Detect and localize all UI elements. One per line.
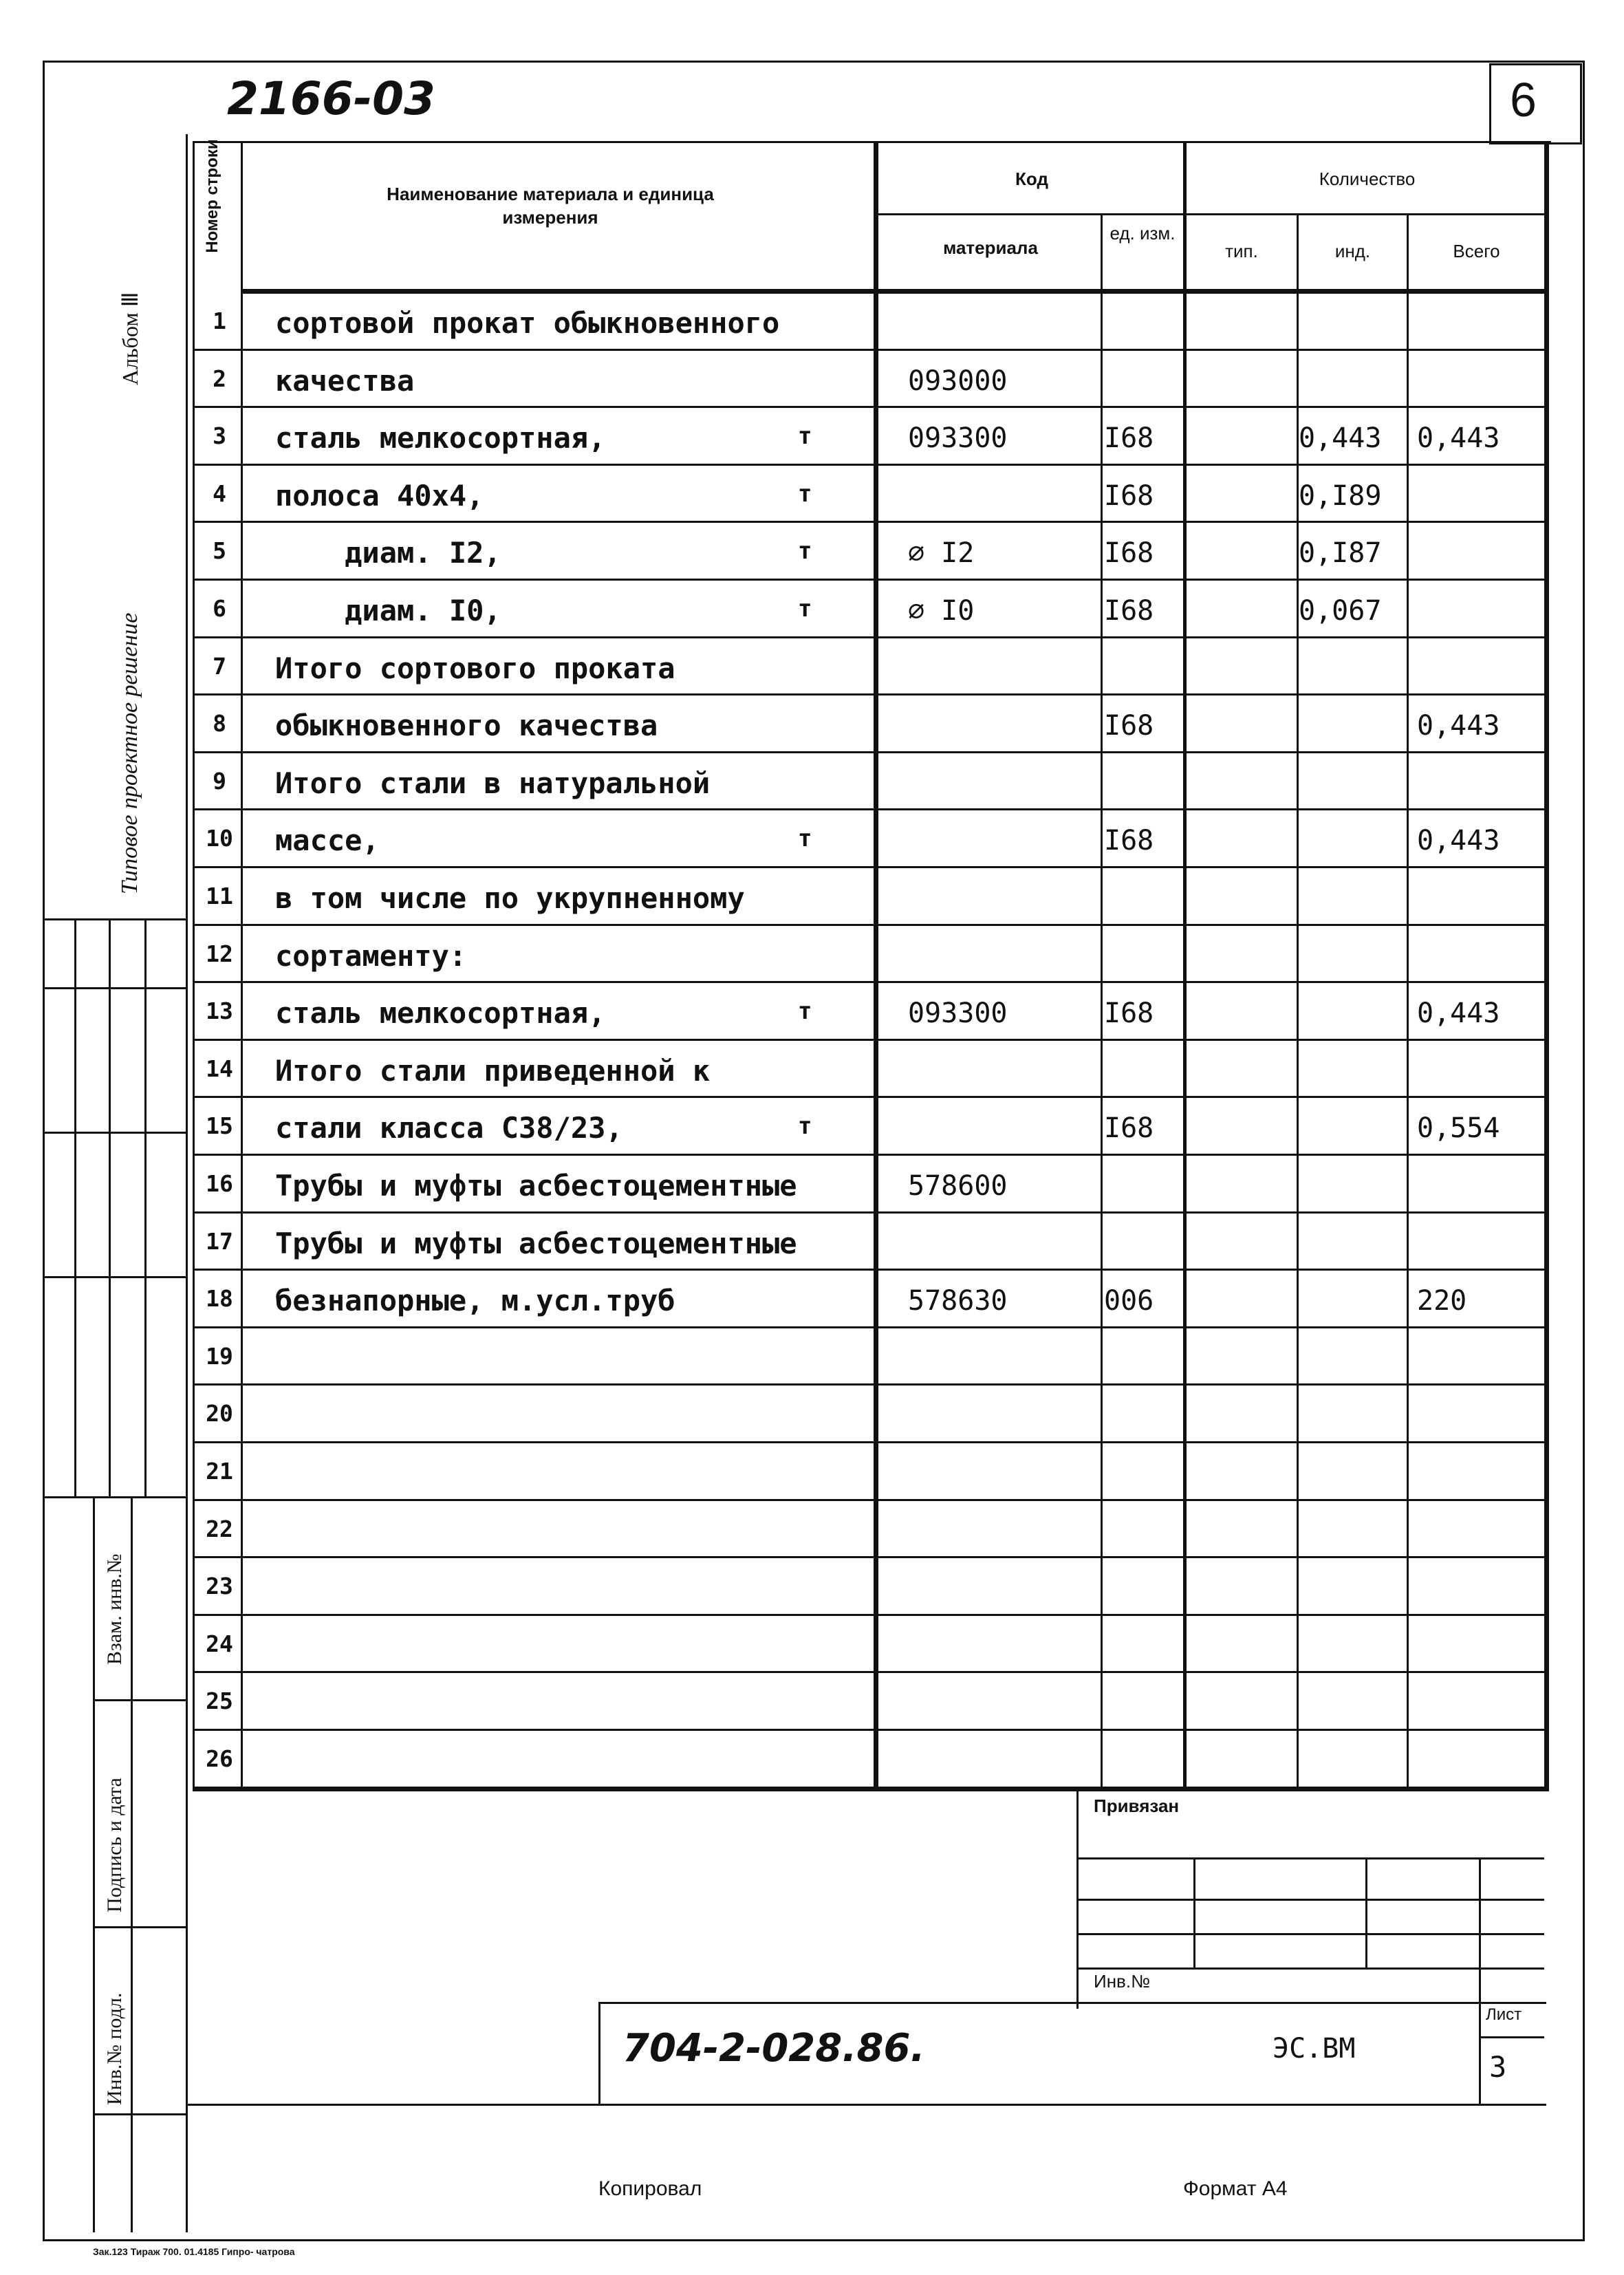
unit-code: 006 (1104, 1285, 1154, 1317)
stamp-line (1365, 1857, 1367, 1967)
material-name: сортаменту: (275, 938, 467, 973)
row-line (193, 808, 1548, 810)
unit-symbol: т (798, 595, 812, 623)
row-number: 3 (213, 422, 226, 450)
material-name: Трубы и муфты асбестоцементные (275, 1226, 797, 1260)
stamp-line (1479, 2036, 1544, 2038)
material-name: диам. I0, (275, 594, 501, 627)
unit-code: I68 (1104, 479, 1154, 512)
material-name: Итого сортового проката (275, 651, 675, 685)
material-name: сортовой прокат обыкновенного (275, 306, 780, 340)
unit-code: I68 (1104, 1112, 1154, 1145)
material-name: Итого стали приведенной к (275, 1053, 711, 1088)
unit-symbol: т (798, 479, 812, 508)
unit-symbol: т (798, 998, 812, 1026)
margin-line (186, 134, 188, 2232)
row-number: 6 (213, 595, 226, 622)
row-line (193, 924, 1548, 926)
row-number: 7 (213, 652, 226, 680)
row-line (193, 1729, 1548, 1731)
row-line (193, 866, 1548, 868)
margin-line (93, 2113, 187, 2115)
format-label: Формат А4 (1183, 2177, 1288, 2200)
row-line (193, 1211, 1548, 1214)
row-number: 1 (213, 308, 226, 334)
margin-line (43, 1276, 187, 1278)
quantity-ind: 0,I89 (1299, 479, 1382, 512)
unit-code: I68 (1104, 825, 1154, 857)
row-line (193, 751, 1548, 753)
material-name: безнапорные, м.усл.труб (275, 1284, 675, 1318)
material-name: Трубы и муфты асбестоцементные (275, 1169, 797, 1203)
margin-line (93, 1926, 187, 1928)
row-number: 18 (206, 1285, 233, 1313)
inv-podl-label: Инв.№ подл. (103, 1992, 126, 2105)
margin-line (43, 987, 187, 989)
row-line (193, 1556, 1548, 1558)
material-name: массе, (275, 823, 380, 858)
list-label: Лист (1486, 2005, 1522, 2024)
margin-line (43, 918, 187, 920)
row-number: 25 (206, 1688, 233, 1715)
stamp-bottom-line (186, 2104, 1546, 2106)
row-number: 22 (206, 1515, 233, 1542)
quantity-total: 0,443 (1417, 998, 1500, 1030)
row-number: 12 (206, 940, 233, 967)
doc-code: 704-2-028.86. (622, 2026, 925, 2071)
row-number: 26 (206, 1745, 233, 1772)
kod-material-header: материала (943, 237, 1038, 258)
stamp-line (1076, 1899, 1544, 1901)
quantity-total: 0,443 (1417, 825, 1500, 857)
row-line (193, 1096, 1548, 1098)
row-line (193, 1154, 1548, 1156)
material-name: сталь мелкосортная, (275, 421, 606, 455)
material-code: 093300 (908, 422, 1008, 455)
row-number: 19 (206, 1342, 233, 1370)
row-number: 23 (206, 1573, 233, 1600)
table-top-line (193, 141, 1551, 143)
table-left-line (193, 141, 195, 1789)
quantity-total: 0,443 (1417, 422, 1500, 455)
row-line (193, 1326, 1548, 1328)
project-label: Типовое проектное решение (117, 612, 142, 894)
unit-code: I68 (1104, 422, 1154, 455)
row-line (193, 1499, 1548, 1501)
quantity-ind: 0,I87 (1299, 537, 1382, 570)
table-unit-line (1101, 213, 1103, 1789)
quantity-total: 0,554 (1417, 1112, 1500, 1145)
material-code: 093000 (908, 365, 1008, 397)
kod-header: Код (1015, 169, 1048, 189)
row-line (193, 349, 1548, 351)
material-name: диам. I2, (275, 536, 501, 570)
material-name: полоса 40х4, (275, 478, 484, 513)
quantity-total: 0,443 (1417, 710, 1500, 742)
margin-line (109, 918, 111, 1496)
unit-symbol: т (798, 422, 812, 451)
doc-mark: ЭС.ВМ (1273, 2033, 1356, 2064)
row-number: 9 (213, 767, 226, 795)
unit-code: I68 (1104, 595, 1154, 627)
margin-line (93, 1496, 187, 1498)
row-number: 17 (206, 1227, 233, 1255)
row-line (193, 1614, 1548, 1616)
stamp-line (1076, 1967, 1544, 1970)
unit-code: I68 (1104, 537, 1154, 570)
table-name-line (874, 141, 878, 1789)
material-name: сталь мелкосортная, (275, 996, 606, 1031)
quantity-ind-header: инд. (1334, 241, 1371, 261)
row-number: 11 (206, 883, 233, 909)
material-code: 578600 (908, 1170, 1008, 1202)
quantity-typ-header: тип. (1225, 241, 1258, 261)
podpis-label: Подпись и дата (103, 1778, 126, 1912)
row-line (193, 406, 1548, 408)
margin-line (93, 1699, 187, 1701)
unit-code: I68 (1104, 998, 1154, 1030)
unit-symbol: т (798, 825, 812, 853)
margin-line (43, 1132, 187, 1134)
kod-unit-header: ед. изм. (1109, 223, 1176, 244)
material-name: стали класса С38/23, (275, 1111, 623, 1145)
material-code: ∅ I0 (908, 595, 975, 627)
header-bottom-line (241, 289, 1546, 294)
quantity-total: 220 (1417, 1285, 1467, 1317)
row-line (193, 464, 1548, 466)
row-number: 4 (213, 479, 226, 507)
margin-line (131, 1496, 133, 2232)
row-line (193, 693, 1548, 696)
print-info: Зак.123 Тираж 700. 01.4185 Гипро- чатрова (93, 2246, 295, 2257)
sheet-inner-frame (43, 61, 1542, 2152)
row-line (193, 981, 1548, 983)
copied-label: Копировал (598, 2177, 702, 2200)
row-number: 24 (206, 1630, 233, 1657)
row-line (193, 1039, 1548, 1041)
privyazan-label: Привязан (1094, 1796, 1180, 1816)
row-number: 16 (206, 1170, 233, 1197)
row-line (193, 579, 1548, 581)
quantity-ind: 0,067 (1299, 595, 1382, 627)
quantity-total-header: Всего (1453, 241, 1500, 261)
table-rownum-line (241, 141, 243, 1789)
stamp-line (1076, 1933, 1544, 1935)
material-code: 093300 (908, 998, 1008, 1030)
material-name: обыкновенного качества (275, 709, 658, 743)
material-code: 578630 (908, 1285, 1008, 1317)
row-number: 15 (206, 1112, 233, 1140)
quantity-header: Количество (1319, 169, 1416, 189)
stamp-line (1193, 1857, 1195, 1967)
table-ind-line (1407, 213, 1409, 1789)
margin-line (74, 918, 76, 1496)
margin-line (93, 1496, 95, 2232)
row-line (193, 1383, 1548, 1386)
stamp-line (598, 2002, 600, 2105)
row-number: 21 (206, 1458, 233, 1485)
row-number: 2 (213, 365, 226, 392)
unit-code: I68 (1104, 710, 1154, 742)
row-number: 10 (206, 825, 233, 852)
row-number: 13 (206, 998, 233, 1025)
stamp-line (598, 2002, 1546, 2004)
material-name: Итого стали в натуральной (275, 766, 711, 800)
material-code: ∅ I2 (908, 537, 975, 570)
sheet-number: 6 (1510, 73, 1537, 127)
row-line (193, 521, 1548, 523)
row-line (193, 636, 1548, 638)
quantity-ind: 0,443 (1299, 422, 1382, 455)
row-number: 8 (213, 710, 226, 737)
table-right-line (1544, 141, 1549, 1789)
row-number-header: Номер строки (203, 139, 221, 253)
row-line (193, 1441, 1548, 1443)
vzam-inv-label: Взам. инв.№ (103, 1553, 126, 1665)
header-sub-line (874, 213, 1546, 215)
table-kod-end-line (1183, 141, 1187, 1789)
row-number: 20 (206, 1400, 233, 1427)
table-bottom-line (193, 1787, 1549, 1791)
album-label: Альбом Ⅲ (118, 292, 142, 385)
material-name: качества (275, 363, 415, 398)
row-number: 5 (213, 537, 226, 565)
stamp-line (1479, 1857, 1481, 2105)
sheet-code: 2166-03 (227, 72, 435, 125)
stamp-line (1076, 1857, 1544, 1859)
row-line (193, 1671, 1548, 1673)
inv-no-label: Инв.№ (1094, 1971, 1150, 1992)
margin-line (144, 918, 147, 1496)
list-number: 3 (1489, 2050, 1507, 2084)
material-name: в том числе по укрупненному (275, 881, 745, 915)
unit-symbol: т (798, 537, 812, 565)
name-column-header: Наименование материала и единица измерения (387, 184, 714, 228)
row-line (193, 1269, 1548, 1271)
unit-symbol: т (798, 1112, 812, 1141)
row-number: 14 (206, 1055, 233, 1082)
